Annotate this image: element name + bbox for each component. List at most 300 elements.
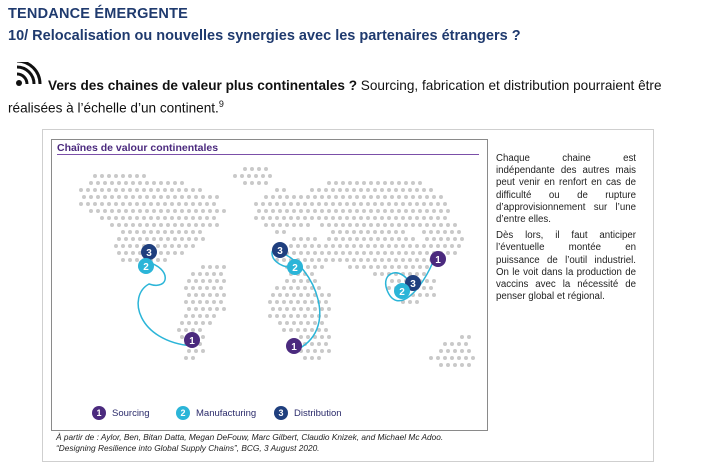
map-dot [439, 195, 443, 199]
map-dot [121, 230, 125, 234]
map-dot [439, 209, 443, 213]
map-dot [394, 230, 398, 234]
map-dot [373, 216, 377, 220]
map-dot [394, 258, 398, 262]
map-dot [432, 195, 436, 199]
map-dot [198, 216, 202, 220]
map-dot [222, 307, 226, 311]
map-dot [212, 286, 216, 290]
map-dot [310, 272, 314, 276]
intro-paragraph [8, 76, 708, 118]
map-dot [184, 328, 188, 332]
map-dot [359, 258, 363, 262]
map-dot [96, 181, 100, 185]
map-dot [436, 230, 440, 234]
map-dot [362, 223, 366, 227]
map-dot [303, 314, 307, 318]
map-dot [422, 244, 426, 248]
map-dot [208, 307, 212, 311]
africa-sourcing-marker [286, 338, 302, 354]
svg-text:3: 3 [277, 246, 283, 257]
map-dot [313, 195, 317, 199]
section-tag: TENDANCE ÉMERGENTE [8, 6, 189, 22]
map-dot [205, 314, 209, 318]
map-dot [289, 216, 293, 220]
map-dot [425, 251, 429, 255]
map-dot [191, 188, 195, 192]
map-dot [303, 286, 307, 290]
map-dot [324, 314, 328, 318]
map-dot [467, 349, 471, 353]
map-dot [177, 216, 181, 220]
map-dot [334, 251, 338, 255]
map-dot [366, 258, 370, 262]
map-dot [184, 216, 188, 220]
map-dot [341, 195, 345, 199]
map-dot [275, 286, 279, 290]
map-dot [345, 230, 349, 234]
map-dot [180, 209, 184, 213]
map-dot [194, 293, 198, 297]
map-dot [285, 209, 289, 213]
map-dot [117, 209, 121, 213]
map-dot [219, 286, 223, 290]
map-dot [341, 223, 345, 227]
map-dot [306, 293, 310, 297]
map-dot [128, 258, 132, 262]
map-dot [334, 209, 338, 213]
map-dot [289, 286, 293, 290]
map-dot [373, 202, 377, 206]
map-dot [450, 356, 454, 360]
map-dot [114, 244, 118, 248]
map-dot [257, 181, 261, 185]
map-dot [376, 195, 380, 199]
map-dot [418, 251, 422, 255]
map-dot [310, 328, 314, 332]
map-dot [89, 195, 93, 199]
map-dot [124, 181, 128, 185]
map-dot [177, 188, 181, 192]
map-dot [110, 195, 114, 199]
map-dot [338, 216, 342, 220]
map-dot [401, 188, 405, 192]
map-dot [208, 321, 212, 325]
map-dot [135, 258, 139, 262]
map-dot [296, 300, 300, 304]
map-dot [334, 181, 338, 185]
map-dot [268, 216, 272, 220]
map-dot [201, 321, 205, 325]
map-dot [180, 223, 184, 227]
map-dot [117, 251, 121, 255]
map-dot [173, 223, 177, 227]
map-dot [359, 230, 363, 234]
map-dot [215, 307, 219, 311]
map-dot [352, 244, 356, 248]
map-dot [446, 349, 450, 353]
map-dot [331, 258, 335, 262]
map-dot [464, 356, 468, 360]
map-dot [411, 251, 415, 255]
map-dot [121, 258, 125, 262]
map-dot [401, 244, 405, 248]
map-dot [383, 223, 387, 227]
map-dot [282, 216, 286, 220]
map-dot [271, 307, 275, 311]
map-dot [303, 216, 307, 220]
map-dot [159, 181, 163, 185]
map-dot [159, 251, 163, 255]
map-dot [180, 335, 184, 339]
map-dot [180, 237, 184, 241]
map-dot [163, 216, 167, 220]
map-dot [180, 251, 184, 255]
map-dot [159, 237, 163, 241]
map-dot [275, 216, 279, 220]
map-dot [327, 223, 331, 227]
map-dot [418, 195, 422, 199]
map-dot [89, 209, 93, 213]
map-dot [149, 216, 153, 220]
map-dot [215, 279, 219, 283]
map-dot [380, 244, 384, 248]
map-dot [159, 195, 163, 199]
map-dot [422, 230, 426, 234]
map-dot [296, 314, 300, 318]
map-dot [191, 286, 195, 290]
map-dot [425, 293, 429, 297]
map-dot [142, 230, 146, 234]
map-dot [429, 230, 433, 234]
map-dot [145, 181, 149, 185]
map-dot [397, 181, 401, 185]
map-dot [271, 209, 275, 213]
map-dot [138, 181, 142, 185]
map-dot [292, 279, 296, 283]
intro-text: Sourcing, fabrication et distribution pourraient être réalisées à l’échelle d’un continent. [8, 78, 662, 116]
map-dot [173, 251, 177, 255]
map-dot [275, 188, 279, 192]
map-dot [436, 216, 440, 220]
map-dot [173, 195, 177, 199]
map-dot [432, 293, 436, 297]
map-dot [271, 293, 275, 297]
map-dot [397, 251, 401, 255]
map-dot [313, 265, 317, 269]
svg-text:1: 1 [189, 336, 195, 347]
map-dot [366, 202, 370, 206]
map-dot [418, 293, 422, 297]
map-dot [338, 258, 342, 262]
map-dot [390, 251, 394, 255]
map-dot [156, 258, 160, 262]
map-dot [268, 202, 272, 206]
map-dot [317, 202, 321, 206]
map-dot [397, 237, 401, 241]
map-dot [366, 244, 370, 248]
map-dot [170, 230, 174, 234]
map-dot [278, 223, 282, 227]
asia-sourcing-marker [430, 251, 446, 267]
map-dot [429, 356, 433, 360]
map-dot [422, 272, 426, 276]
map-dot [296, 286, 300, 290]
map-dot [411, 237, 415, 241]
map-dot [317, 286, 321, 290]
map-dot [152, 209, 156, 213]
map-dot [348, 181, 352, 185]
map-dot [289, 244, 293, 248]
map-dot [313, 209, 317, 213]
map-dot [100, 216, 104, 220]
map-dot [324, 188, 328, 192]
svg-text:1: 1 [291, 342, 297, 353]
map-dot [387, 244, 391, 248]
map-dot [201, 307, 205, 311]
map-dot [296, 202, 300, 206]
map-dot [187, 293, 191, 297]
map-dot [352, 258, 356, 262]
map-dot [408, 300, 412, 304]
map-dot [310, 244, 314, 248]
map-dot [390, 223, 394, 227]
map-dot [128, 216, 132, 220]
map-dot [292, 321, 296, 325]
map-dot [166, 223, 170, 227]
map-dot [205, 300, 209, 304]
map-dot [341, 237, 345, 241]
map-dot [317, 188, 321, 192]
map-dot [306, 209, 310, 213]
side-paragraph-2: Dès lors, il faut anticiper l’éventuelle montée en puissance de l’outil industriel. On le voit dans la production de vaccins avec la nécessité de penser global et régional. [496, 230, 636, 303]
map-dot [390, 195, 394, 199]
map-dot [191, 272, 195, 276]
map-dot [292, 237, 296, 241]
map-dot [93, 202, 97, 206]
map-dot [341, 209, 345, 213]
map-dot [362, 251, 366, 255]
map-dot [233, 174, 237, 178]
map-dot [443, 230, 447, 234]
map-dot [327, 237, 331, 241]
map-dot [380, 272, 384, 276]
map-dot [313, 349, 317, 353]
map-dot [457, 342, 461, 346]
map-dot [212, 272, 216, 276]
map-dot [110, 181, 114, 185]
map-dot [331, 244, 335, 248]
map-dot [128, 244, 132, 248]
map-dot [404, 209, 408, 213]
europe-distribution-marker [272, 242, 288, 258]
map-dot [373, 272, 377, 276]
map-dot [460, 363, 464, 367]
map-dot [313, 251, 317, 255]
map-dot [240, 174, 244, 178]
map-dot [401, 258, 405, 262]
map-dot [215, 223, 219, 227]
map-dot [121, 244, 125, 248]
map-dot [425, 279, 429, 283]
map-dot [439, 349, 443, 353]
map-dot [124, 195, 128, 199]
map-dot [355, 209, 359, 213]
map-dot [359, 188, 363, 192]
map-dot [121, 202, 125, 206]
map-dot [180, 321, 184, 325]
map-dot [387, 286, 391, 290]
map-dot [306, 237, 310, 241]
legend-item-manufacturing [176, 406, 256, 420]
map-dot [191, 356, 195, 360]
map-dot [201, 279, 205, 283]
map-dot [212, 300, 216, 304]
map-dot [271, 223, 275, 227]
map-dot [278, 321, 282, 325]
map-dot [383, 209, 387, 213]
map-dot [191, 216, 195, 220]
map-dot [355, 265, 359, 269]
map-dot [285, 307, 289, 311]
map-dot [338, 202, 342, 206]
map-dot [450, 342, 454, 346]
map-dot [222, 279, 226, 283]
map-dot [278, 307, 282, 311]
map-dot [142, 174, 146, 178]
map-dot [103, 195, 107, 199]
map-dot [131, 195, 135, 199]
map-dot [187, 195, 191, 199]
legend-dot: 3 [274, 406, 288, 420]
map-dot [334, 237, 338, 241]
map-dot [429, 244, 433, 248]
map-dot [247, 174, 251, 178]
map-dot [331, 216, 335, 220]
legend-item-sourcing [92, 406, 150, 420]
map-dot [149, 188, 153, 192]
map-dot [299, 293, 303, 297]
map-dot [289, 314, 293, 318]
map-dot [331, 202, 335, 206]
map-dot [268, 174, 272, 178]
map-dot [107, 202, 111, 206]
map-dot [443, 356, 447, 360]
map-dot [436, 356, 440, 360]
map-dot [324, 300, 328, 304]
map-dot [194, 321, 198, 325]
map-dot [394, 244, 398, 248]
map-dot [191, 300, 195, 304]
map-dot [425, 223, 429, 227]
legend-label: Sourcing [112, 407, 150, 419]
map-dot [457, 230, 461, 234]
map-dot [257, 209, 261, 213]
map-dot [145, 223, 149, 227]
map-dot [310, 258, 314, 262]
map-dot [285, 321, 289, 325]
map-dot [327, 335, 331, 339]
map-dot [107, 188, 111, 192]
map-dot [327, 209, 331, 213]
map-dot [324, 258, 328, 262]
map-dot [219, 300, 223, 304]
map-dot [313, 279, 317, 283]
map-dot [457, 244, 461, 248]
map-dot [327, 181, 331, 185]
map-dot [432, 209, 436, 213]
map-dot [268, 314, 272, 318]
map-dot [415, 202, 419, 206]
map-dot [369, 237, 373, 241]
svg-text:2: 2 [292, 263, 298, 274]
map-dot [79, 202, 83, 206]
map-dot [306, 223, 310, 227]
map-dot [166, 195, 170, 199]
map-dot [292, 251, 296, 255]
map-dot [135, 188, 139, 192]
map-dot [418, 209, 422, 213]
map-dot [145, 195, 149, 199]
svg-text:3: 3 [410, 279, 416, 290]
map-dot [184, 244, 188, 248]
map-dot [397, 265, 401, 269]
map-dot [320, 251, 324, 255]
map-dot [201, 265, 205, 269]
map-dot [142, 188, 146, 192]
map-dot [369, 251, 373, 255]
map-dot [415, 216, 419, 220]
map-dot [394, 216, 398, 220]
map-dot [282, 300, 286, 304]
map-dot [446, 237, 450, 241]
map-dot [194, 279, 198, 283]
map-dot [359, 202, 363, 206]
footnote-ref: 9 [218, 99, 224, 109]
map-dot [422, 258, 426, 262]
map-dot [439, 237, 443, 241]
map-dot [453, 251, 457, 255]
map-dot [355, 181, 359, 185]
map-dot [397, 223, 401, 227]
map-dot [124, 209, 128, 213]
map-dot [201, 349, 205, 353]
map-dot [299, 251, 303, 255]
map-dot [93, 174, 97, 178]
map-dot [387, 188, 391, 192]
map-dot [387, 202, 391, 206]
map-dot [313, 237, 317, 241]
map-dot [117, 223, 121, 227]
map-dot [128, 188, 132, 192]
map-dot [415, 272, 419, 276]
map-dot [446, 223, 450, 227]
map-dot [460, 349, 464, 353]
map-dot [152, 237, 156, 241]
map-dot [194, 209, 198, 213]
map-dot [404, 195, 408, 199]
map-dot [299, 237, 303, 241]
map-dot [131, 251, 135, 255]
map-dot [345, 258, 349, 262]
figure-title: Chaînes de valour continentales [57, 142, 219, 154]
map-dot [86, 188, 90, 192]
map-dot [156, 202, 160, 206]
map-dot [296, 216, 300, 220]
map-dot [446, 209, 450, 213]
map-dot [292, 307, 296, 311]
legend-dot: 1 [92, 406, 106, 420]
